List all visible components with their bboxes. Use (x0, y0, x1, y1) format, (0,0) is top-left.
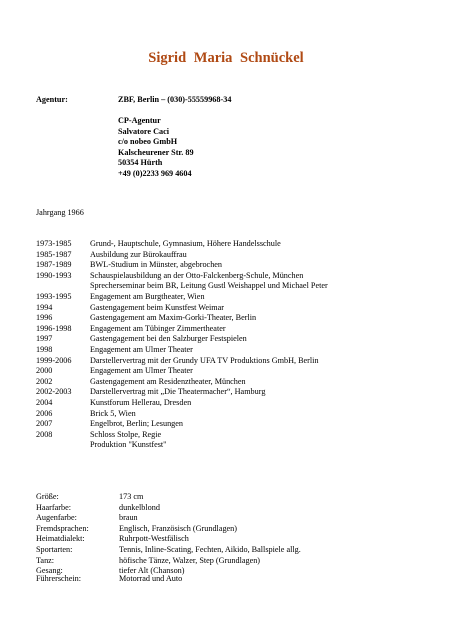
attribute-value: tiefer Alt (Chanson) (119, 566, 185, 576)
career-desc: Schauspielausbildung an der Otto-Falckenberg-Schule, München (90, 270, 304, 280)
attribute-label: Haarfarbe: (36, 502, 71, 512)
career-years: 1990-1993 (36, 270, 72, 280)
career-desc: Engagement am Burgtheater, Wien (90, 291, 205, 301)
agency-cp-line: c/o nobeo GmbH (118, 137, 178, 147)
attribute-value: dunkelblond (119, 502, 160, 512)
career-desc: Ausbildung zur Bürokauffrau (90, 249, 187, 259)
career-years: 1987-1989 (36, 260, 72, 270)
agency-cp-line: CP-Agentur (118, 116, 161, 125)
career-desc: Darstellervertrag mit der Grundy UFA TV Produktions GmbH, Berlin (90, 355, 319, 365)
agency-cp-line: Kalscheurener Str. 89 (118, 147, 194, 157)
license-value: Motorrad und Auto (119, 574, 183, 583)
career-desc: Engagement am Ulmer Theater (90, 366, 193, 376)
career-desc: Engagement am Tübinger Zimmertheater (90, 323, 226, 333)
career-years: 1998 (36, 344, 53, 354)
career-years: 2000 (36, 366, 53, 376)
career-years: 2008 (36, 429, 53, 439)
career-desc: Gastengagement am Residenztheater, München (90, 376, 246, 386)
career-desc: Gastengagement bei den Salzburger Festspielen (90, 334, 247, 344)
career-desc: Brick 5, Wien (90, 408, 136, 418)
career-years: 2006 (36, 408, 53, 418)
attribute-label: Augenfarbe: (36, 513, 77, 523)
career-years: 1996 (36, 313, 53, 323)
career-years: 1996-1998 (36, 323, 72, 333)
career-desc: Schloss Stolpe, Regie (90, 429, 162, 439)
birth-year: Jahrgang 1966 (36, 208, 84, 217)
attribute-value: Ruhrpott-Westfälisch (119, 534, 189, 544)
career-years: 1999-2006 (36, 355, 72, 365)
career-desc: Grund-, Hauptschule, Gymnasium, Höhere Handelsschule (90, 239, 281, 248)
career-years: 2007 (36, 419, 53, 429)
career-desc: Kunstforum Hellerau, Dresden (90, 397, 192, 407)
attribute-label: Heimatdialekt: (36, 534, 85, 544)
career-desc: Darstellervertrag mit „Die Theatermacher“, Hamburg (90, 387, 266, 397)
attribute-value: Tennis, Inline-Scating, Fechten, Aikido, Ballspiele allg. (119, 544, 301, 554)
attribute-value: Englisch, Französisch (Grundlagen) (119, 523, 238, 533)
career-years: 1973-1985 (36, 239, 72, 248)
career-years: 2004 (36, 397, 53, 407)
career-desc: Gastengagement beim Kunstfest Weimar (90, 302, 225, 312)
agency-label: Agentur: (36, 95, 68, 104)
career-desc: Engagement am Ulmer Theater (90, 344, 193, 354)
agency-main: ZBF, Berlin – (030)-55559968-34 (118, 95, 232, 104)
attribute-label: Gesang: (36, 566, 63, 576)
attribute-label: Größe: (36, 492, 59, 501)
career-years: 1997 (36, 334, 53, 344)
attribute-label: Tanz: (36, 555, 55, 565)
agency-cp-line: 50354 Hürth (118, 158, 163, 168)
agency-cp-line: Salvatore Caci (118, 126, 170, 136)
attribute-value: 173 cm (119, 492, 144, 501)
license-label: Führerschein: (36, 574, 82, 583)
career-desc: Gastengagement am Maxim-Gorki-Theater, Berlin (90, 313, 257, 323)
attribute-label: Fremdsprachen: (36, 523, 89, 533)
career-years: 1994 (36, 302, 53, 312)
career-desc: Engelbrot, Berlin; Lesungen (90, 419, 183, 429)
career-desc: Sprecherseminar beim BR, Leitung Gustl Weishappel und Michael Peter (90, 281, 328, 291)
attribute-label: Sportarten: (36, 544, 73, 554)
page-title: Sigrid Maria Schnückel (148, 50, 304, 66)
career-years: 2002-2003 (36, 387, 72, 397)
career-years: 1985-1987 (36, 249, 72, 259)
attribute-value: braun (119, 513, 138, 523)
career-years: 1993-1995 (36, 291, 72, 301)
career-desc: Produktion "Kunstfest" (90, 440, 167, 450)
attribute-value: höfische Tänze, Walzer, Step (Grundlagen) (119, 555, 261, 565)
career-years: 2002 (36, 376, 53, 386)
agency-cp-line: +49 (0)2233 969 4604 (118, 168, 192, 178)
career-desc: BWL-Studium in Münster, abgebrochen (90, 260, 223, 270)
agency-cp-address (118, 116, 194, 180)
